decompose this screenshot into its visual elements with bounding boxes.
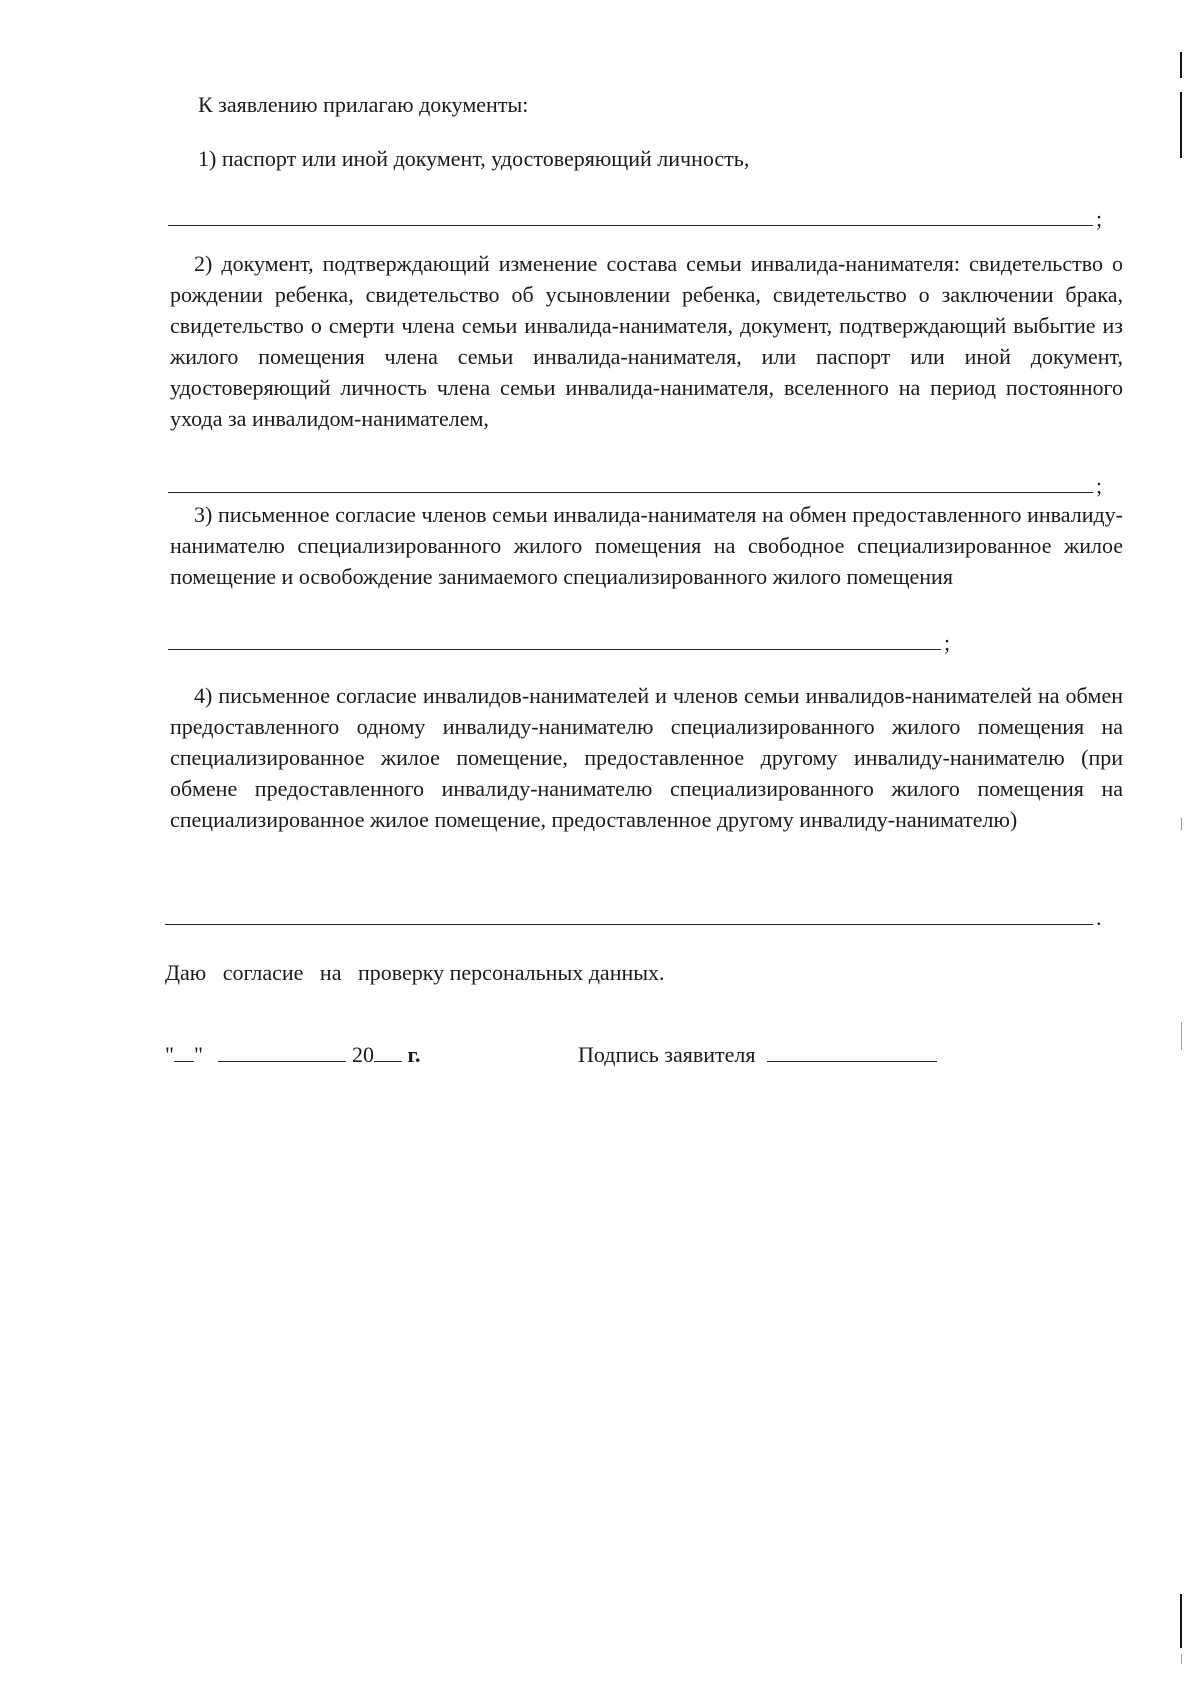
item-3-text: письменное согласие членов семьи инвалида-нанимателя на обмен предоставленного инвалиду-нанимателю специализированного жилого помещения на свободное специализированное жилое помещение и освобождение занимаемого специализированного жилого помещения — [170, 502, 1124, 589]
item-1 — [198, 144, 749, 174]
scan-margin-mark — [1180, 1594, 1182, 1648]
date-year-blank[interactable] — [374, 1041, 402, 1062]
item-4-text: письменное согласие инвалидов-нанимателей и членов семьи инвалидов-нанимателей на обмен предоставленного одному инвалиду-нанимателю специализированного жилого помещения на специализированное жилое помещение, предоставленное другому инвалиду-нанимателю (при обмене предоставленного инвалиду-нанимателю специализированного жилого помещения на специализированное жилое помещение, предоставленное другому инвалиду-нанимателю) — [170, 683, 1123, 832]
scan-margin-mark — [1180, 92, 1182, 158]
item-4-line-end: . — [1096, 905, 1102, 930]
date-field — [165, 1040, 420, 1070]
item-2-line-end: ; — [1096, 473, 1103, 498]
signature-field — [578, 1040, 937, 1070]
date-year-prefix: 20 — [351, 1042, 374, 1067]
consent-statement: Даю согласие на проверку персональных данных. — [165, 960, 665, 985]
item-4-fill-line[interactable] — [165, 924, 1093, 925]
scan-margin-mark — [1181, 818, 1182, 830]
date-close-quote: " — [193, 1042, 203, 1067]
signature-label: Подпись заявителя — [578, 1042, 756, 1067]
item-4 — [170, 680, 1123, 835]
item-1-number: 1) — [198, 146, 217, 171]
scan-margin-mark — [1181, 1654, 1182, 1664]
item-4-number: 4) — [194, 683, 213, 708]
scan-margin-mark — [1181, 1022, 1182, 1050]
item-2-number: 2) — [194, 251, 213, 276]
signature-blank[interactable] — [767, 1041, 937, 1062]
item-1-line-end: ; — [1096, 206, 1103, 231]
item-3-fill-line[interactable] — [168, 649, 941, 650]
item-3-line-end: ; — [944, 630, 951, 655]
date-open-quote: " — [165, 1042, 174, 1067]
item-1-fill-line[interactable] — [168, 225, 1093, 226]
date-day-blank[interactable] — [174, 1041, 194, 1062]
date-month-blank[interactable] — [218, 1041, 346, 1062]
item-3-number: 3) — [194, 502, 213, 527]
date-year-suffix: г. — [407, 1042, 421, 1067]
item-1-text: паспорт или иной документ, удостоверяющий личность, — [221, 146, 750, 171]
item-3 — [170, 499, 1123, 592]
scan-margin-mark — [1180, 52, 1182, 78]
item-2-text: документ, подтверждающий изменение состава семьи инвалида-нанимателя: свидетельство о рождении ребенка, свидетельство об усыновлении ребенка, свидетельство о заключении брака, свидетельство о смерти члена семьи инвалида-нанимателя, документ, подтверждающий выбытие из жилого помещения члена семьи инвалида-нанимателя, или паспорт или иной документ, удостоверяющий личность члена семьи инвалида-нанимателя, вселенного на период постоянного ухода за инвалидом-нанимателем, — [170, 251, 1123, 431]
item-2-fill-line[interactable] — [168, 492, 1093, 493]
item-2 — [170, 248, 1123, 434]
intro-heading: К заявлению прилагаю документы: — [198, 92, 529, 117]
